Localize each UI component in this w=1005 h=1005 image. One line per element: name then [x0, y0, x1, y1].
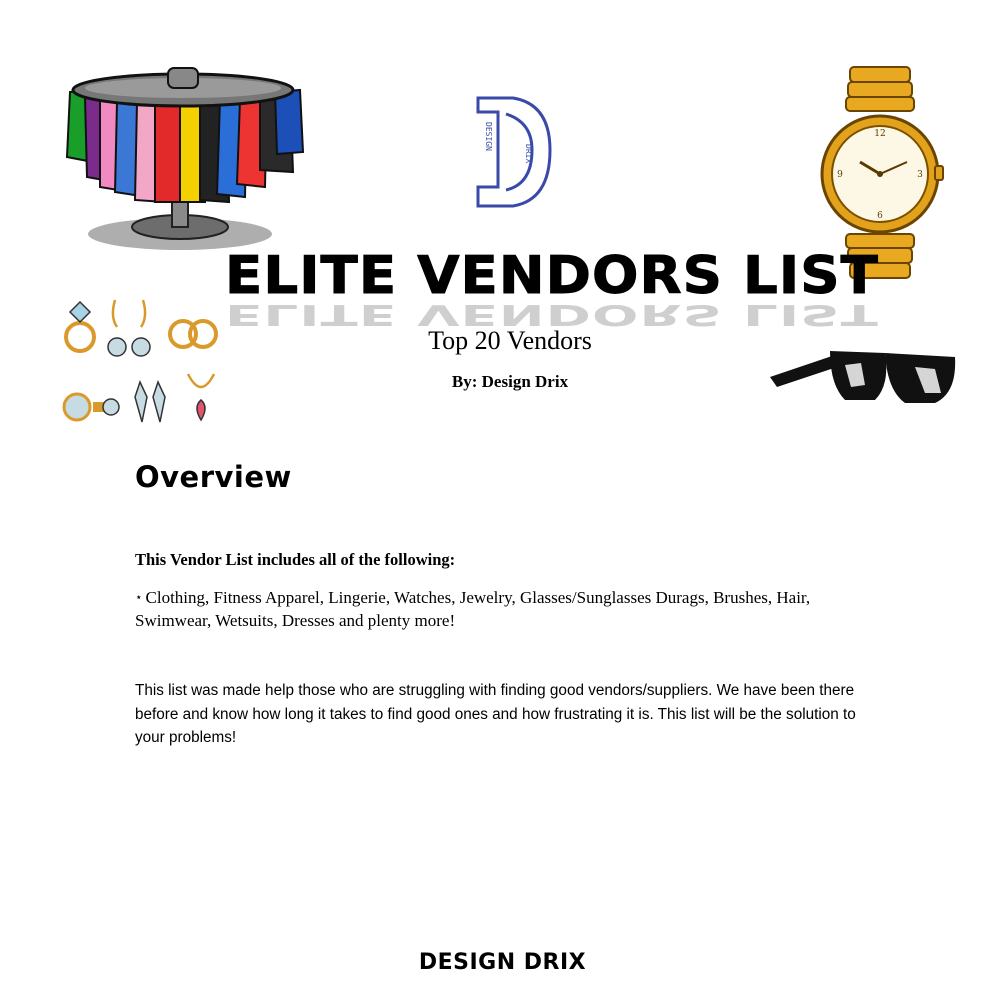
overview-heading: Overview: [135, 460, 292, 494]
svg-text:3: 3: [917, 170, 923, 180]
title-block: [0, 246, 1005, 331]
svg-text:12: 12: [874, 129, 886, 139]
star-bullet-icon: ⋆: [135, 590, 143, 604]
title-reflection: ELITE VENDORS LIST: [225, 298, 879, 331]
svg-text:6: 6: [877, 211, 883, 221]
byline: By: Design Drix: [451, 372, 569, 391]
vendor-categories: [135, 586, 875, 632]
page-title: ELITE VENDORS LIST: [225, 246, 879, 306]
vendor-categories-text: Clothing, Fitness Apparel, Lingerie, Watches, Jewelry, Glasses/Sunglasses Durags, Brushes, Hair, Swimwear, Wetsuits, Dresses and plenty more!: [135, 588, 811, 630]
svg-text:9: 9: [837, 170, 843, 180]
footer-brand: DESIGN DRIX: [418, 950, 587, 975]
design-drix-logo-icon: [468, 92, 556, 210]
overview-paragraph: This list was made help those who are struggling with finding good vendors/suppliers. We have been there before and know how long it takes to find good ones and how frustrating it is. This list will be the solution to your problems!: [135, 682, 856, 746]
clothing-rack-icon: [55, 62, 310, 257]
includes-label: This Vendor List includes all of the following:: [135, 550, 456, 569]
page-subtitle: Top 20 Vendors: [428, 326, 592, 355]
logo-text-left: DESIGN: [484, 122, 493, 151]
logo-text-right: DRIX: [524, 144, 533, 164]
